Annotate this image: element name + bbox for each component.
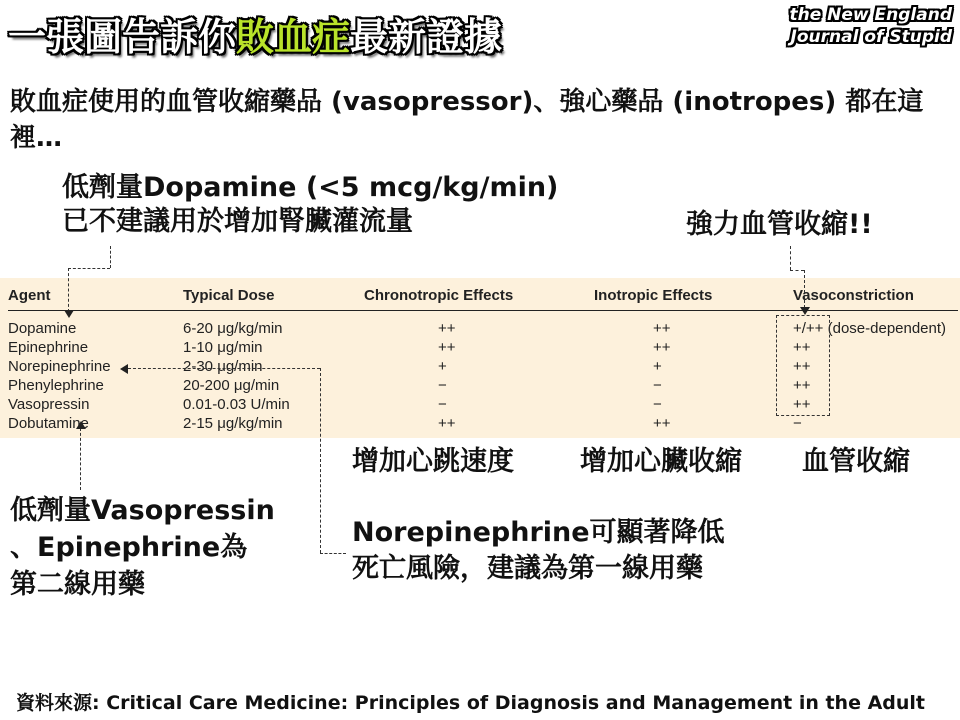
header-dose: Typical Dose	[183, 287, 275, 304]
header-agent: Agent	[8, 287, 51, 304]
source-citation: 資料來源: Critical Care Medicine: Principles of Diagnosis and Management in the Adult	[16, 692, 926, 714]
note-vasopressin	[10, 492, 310, 603]
cell-chronotropic: −	[438, 377, 447, 394]
cell-dose: 2-15 μg/kg/min	[183, 415, 283, 432]
note-strong-vasoconstriction: 強力血管收縮!!	[686, 209, 873, 240]
cell-vasoconstriction: ++	[793, 396, 811, 413]
note-vasopressin-line-2: 、Epinephrine為	[10, 532, 248, 563]
connector-strong-vaso-down	[804, 270, 805, 308]
connector-norepinephrine-top	[128, 368, 320, 369]
cell-agent: Vasopressin	[8, 396, 90, 413]
cell-dose: 20-200 μg/min	[183, 377, 280, 394]
note-dopamine-line-2: 已不建議用於增加腎臟灌流量	[62, 206, 413, 237]
table-header	[8, 284, 958, 311]
table-row	[8, 414, 958, 433]
cell-agent: Dobutamine	[8, 415, 89, 432]
highlight-box-vasoconstriction	[776, 315, 830, 416]
cell-dose: 1-10 μg/min	[183, 339, 263, 356]
note-norepinephrine	[352, 515, 725, 587]
title-suffix: 最新證據	[350, 15, 503, 59]
header-inotropic: Inotropic Effects	[594, 287, 713, 304]
cell-chronotropic: ++	[438, 415, 456, 432]
cell-chronotropic: +	[438, 358, 447, 375]
header-chronotropic: Chronotropic Effects	[364, 287, 514, 304]
title-highlight: 敗血症	[236, 15, 351, 59]
cell-agent: Norepinephrine	[8, 358, 111, 375]
cell-vasoconstriction: −	[793, 415, 802, 432]
connector-strong-vaso-horizontal	[790, 270, 804, 271]
note-dopamine-line-1: 低劑量Dopamine (<5 mcg/kg/min)	[62, 172, 559, 203]
page-title	[8, 6, 502, 61]
cell-chronotropic: ++	[438, 339, 456, 356]
connector-vasopressin	[80, 428, 81, 490]
arrow-down-icon	[800, 307, 810, 315]
connector-dopamine	[110, 246, 111, 268]
cell-inotropic: +	[653, 358, 662, 375]
arrow-left-icon	[120, 364, 128, 374]
cell-vasoconstriction: ++	[793, 339, 811, 356]
cell-vasoconstriction: ++	[793, 358, 811, 375]
cell-inotropic: ++	[653, 320, 671, 337]
cell-agent: Dopamine	[8, 320, 77, 337]
cell-inotropic: ++	[653, 339, 671, 356]
note-vasoconstriction: 血管收縮	[802, 446, 910, 477]
cell-inotropic: −	[653, 377, 662, 394]
note-vasopressin-line-3: 第二線用藥	[10, 569, 145, 600]
cell-vasoconstriction: ++	[793, 377, 811, 394]
header-vasoconstriction: Vasoconstriction	[793, 287, 914, 304]
cell-vasoconstriction: +/++ (dose-dependent)	[793, 320, 947, 337]
arrow-down-icon	[64, 310, 74, 318]
intro-text: 敗血症使用的血管收縮藥品 (vasopressor)、強心藥品 (inotropes) 都在這裡…	[10, 87, 924, 153]
connector-dopamine-horizontal	[68, 268, 110, 269]
logo-line-2: Journal of Stupid	[790, 27, 952, 47]
cell-agent: Epinephrine	[8, 339, 89, 356]
journal-logo	[789, 4, 952, 48]
connector-strong-vaso	[790, 246, 791, 270]
cell-chronotropic: ++	[438, 320, 456, 337]
cell-dose: 2-30 μg/min	[183, 358, 263, 375]
note-norepinephrine-line-2: 死亡風險，建議為第一線用藥	[352, 553, 703, 584]
note-inotropic: 增加心臟收縮	[580, 446, 742, 477]
connector-norepinephrine	[320, 368, 321, 553]
note-dopamine	[62, 171, 558, 239]
connector-dopamine-down	[68, 268, 69, 312]
cell-chronotropic: −	[438, 396, 447, 413]
note-norepinephrine-line-1: Norepinephrine可顯著降低	[352, 517, 725, 548]
cell-dose: 6-20 μg/kg/min	[183, 320, 283, 337]
cell-dose: 0.01-0.03 U/min	[183, 396, 290, 413]
title-prefix: 一張圖告訴你	[8, 15, 237, 59]
cell-inotropic: ++	[653, 415, 671, 432]
cell-inotropic: −	[653, 396, 662, 413]
logo-line-1: the New England	[789, 5, 952, 25]
connector-norepinephrine-bottom	[320, 553, 346, 554]
note-vasopressin-line-1: 低劑量Vasopressin	[10, 495, 275, 526]
arrow-up-icon	[76, 421, 86, 429]
note-chronotropic: 增加心跳速度	[352, 446, 514, 477]
cell-agent: Phenylephrine	[8, 377, 104, 394]
